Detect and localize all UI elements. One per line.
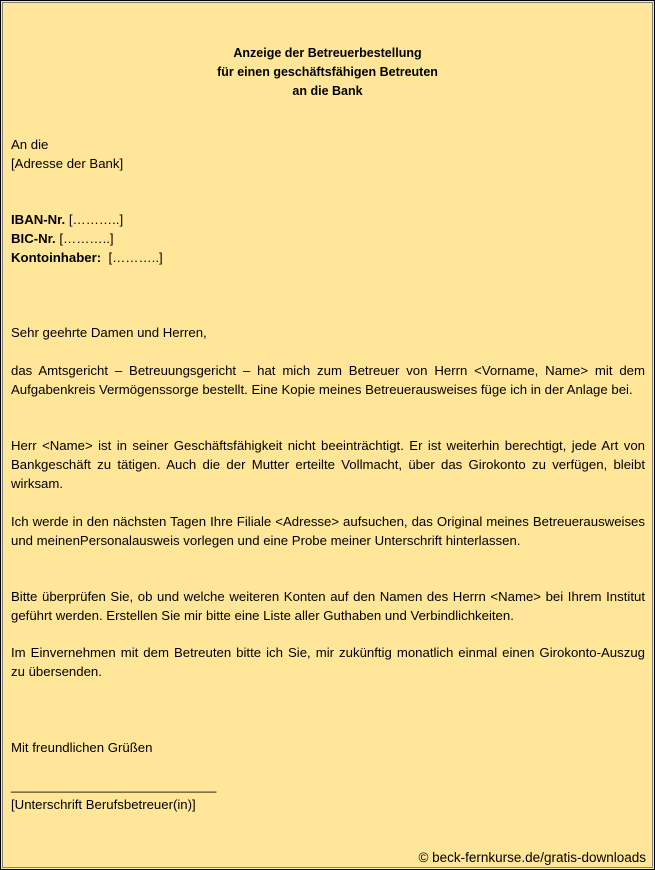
iban-row [11,211,645,230]
paragraph-5: Im Einvernehmen mit dem Betreuten bitte ich Sie, mir zukünftig monatlich einmal einen Girokonto-Auszug zu übersenden. [11,645,645,679]
bic-row [11,230,645,249]
paragraph-4: Bitte überprüfen Sie, ob und welche weiteren Konten auf den Namen des Herrn <Name> bei Ihrem Institut geführt werden. Erstellen Sie mir bitte eine Liste aller Guthaben und Verbindlichkeiten. [11,589,645,623]
address-line-1: An die [11,137,49,152]
bic-value: [………..] [59,230,114,246]
copyright-footer: © beck-fernkurse.de/gratis-downloads [418,850,646,865]
bic-label: BIC-Nr. [11,230,56,246]
paragraph-2: Herr <Name> ist in seiner Geschäftsfähigkeit nicht beeinträchtigt. Er ist weiterhin berechtigt, jede Art von Bankgeschäft zu tätigen. Auch die der Mutter erteilte Vollmacht, über das Girokonto zu verfügen, bleibt wirksam. [11,438,645,491]
signature-block [11,777,645,815]
holder-row [11,249,645,268]
holder-label: Kontoinhaber: [11,249,102,265]
title-line-1: Anzeige der Betreuerbestellung [233,46,422,60]
iban-value: [………..] [68,212,124,227]
account-details [11,211,645,267]
title-line-3: an die Bank [292,84,363,98]
salutation: Sehr geehrte Damen und Herren, [11,325,207,340]
paragraph-1: das Amtsgericht – Betreuungsgericht – hat mich zum Betreuer von Herrn <Vorname, Name> mit dem Aufgabenkreis Vermögenssorge bestellt. Eine Kopie meines Betreuerausweises füge ich in der Anlage bei. [11,363,645,397]
signature-line: ____________________________ [11,778,217,793]
letter-title [1,44,654,101]
title-line-2: für einen geschäftsfähigen Betreuten [217,65,438,79]
iban-label: IBAN-Nr. [11,212,66,227]
address-line-2: [Adresse der Bank] [11,155,124,171]
holder-value: [………..] [108,249,163,265]
closing: Mit freundlichen Grüßen [11,740,153,755]
signature-label: [Unterschrift Berufsbetreuer(in)] [11,796,196,812]
paragraph-3: Ich werde in den nächsten Tagen Ihre Filiale <Adresse> aufsuchen, das Original meines Betreuerausweises und meinenPersonalausweis vorlegen und eine Probe meiner Unterschrift hinterlassen. [11,514,645,548]
recipient-address [11,136,645,174]
